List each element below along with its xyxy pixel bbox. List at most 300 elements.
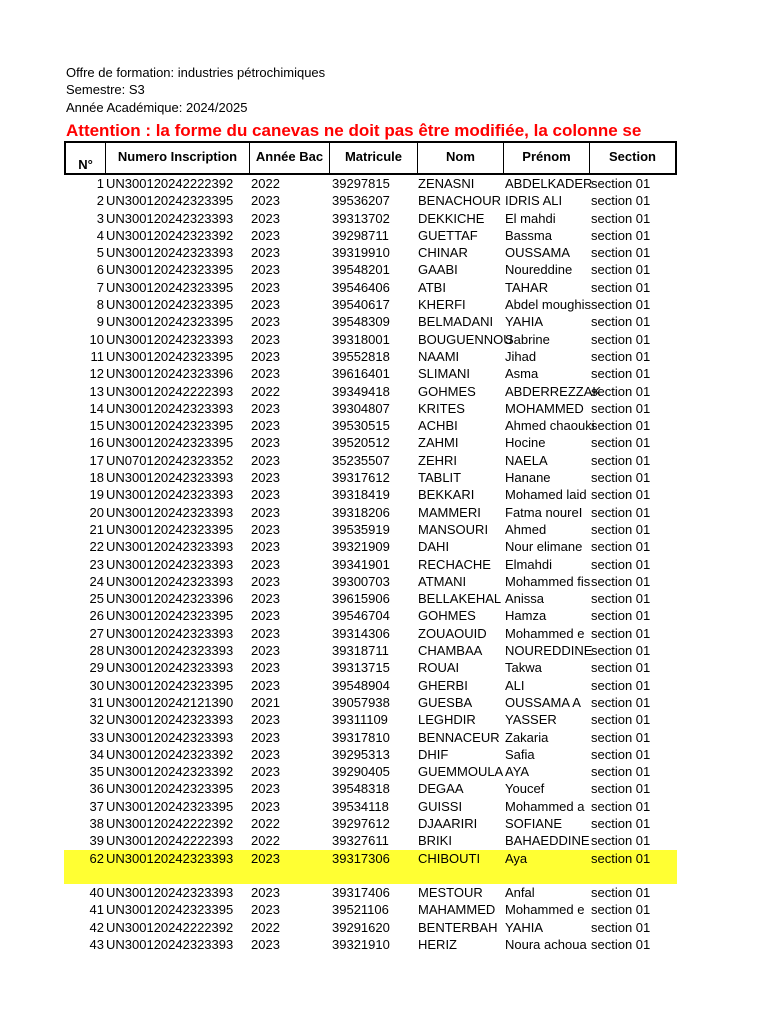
cell-row-number: 32 [89,712,104,728]
cell-prenom: Hocine [505,435,546,451]
cell-matricule: 39327611 [332,833,389,849]
cell-matricule: 39295313 [332,746,390,762]
cell-matricule: 39548309 [332,314,390,330]
cell-prenom: Asma [505,366,539,382]
cell-nom: NAAMI [418,348,460,364]
column-header-annee-bac: Année Bac [250,143,330,173]
cell-row-number: 26 [89,608,104,624]
cell-inscription-number: UN300120242323395 [106,608,234,624]
cell-section: section 01 [591,902,651,918]
cell-nom: DHIF [418,746,449,762]
table-row [0,780,768,797]
cell-section: section 01 [591,798,651,814]
cell-nom: GUETTAF [418,227,478,243]
cell-annee-bac: 2023 [251,470,280,486]
cell-section: section 01 [591,279,651,295]
cell-inscription-number: UN300120242323393 [106,712,234,728]
table-row [0,504,768,521]
table-row [0,210,768,227]
cell-inscription-number: UN300120242323393 [106,470,234,486]
cell-row-number: 22 [89,539,104,555]
cell-inscription-number: UN300120242323395 [106,262,234,278]
cell-prenom: Abdel moughis [505,297,591,313]
cell-annee-bac: 2022 [251,383,280,399]
cell-nom: ROUAI [418,660,460,676]
cell-nom: LEGHDIR [418,712,476,728]
cell-row-number: 2 [96,193,104,209]
cell-prenom: OUSSAMA [505,245,571,261]
cell-inscription-number: UN300120242323393 [106,643,234,659]
cell-nom: ATBI [418,279,446,295]
cell-nom: KHERFI [418,297,466,313]
cell-matricule: 39536207 [332,193,390,209]
cell-inscription-number: UN300120242323396 [106,366,234,382]
cell-section: section 01 [591,193,651,209]
cell-prenom: Anfal [505,885,535,901]
cell-row-number: 20 [89,504,104,520]
cell-inscription-number: UN300120242222392 [106,919,234,935]
cell-nom: GHERBI [418,677,468,693]
cell-matricule: 39317306 [332,850,390,866]
cell-row-number: 14 [89,400,104,416]
cell-nom: GUESBA [418,694,473,710]
cell-prenom: Elmahdi [505,556,552,572]
cell-section: section 01 [591,764,651,780]
cell-prenom: Fatma noureI [505,504,583,520]
cell-nom: BENTERBAH [418,919,498,935]
cell-annee-bac: 2021 [251,694,280,710]
table-row [0,417,768,434]
table-row [0,919,768,936]
cell-prenom: Mohamed laid [505,487,587,503]
student-table-body [0,175,768,953]
cell-prenom: Safia [505,746,535,762]
cell-row-number: 9 [96,314,104,330]
table-row [0,538,768,555]
cell-section: section 01 [591,919,651,935]
cell-section: section 01 [591,521,651,537]
cell-prenom: YAHIA [505,919,544,935]
cell-section: section 01 [591,885,651,901]
table-row [0,746,768,763]
cell-inscription-number: UN300120242323395 [106,435,234,451]
cell-matricule: 39314306 [332,625,390,641]
cell-section: section 01 [591,660,651,676]
cell-row-number: 3 [96,210,104,226]
table-header [64,141,677,175]
cell-section: section 01 [591,591,651,607]
cell-inscription-number: UN300120242323393 [106,245,234,261]
cell-prenom: YAHIA [505,314,544,330]
cell-section: section 01 [591,383,651,399]
cell-row-number: 42 [89,919,104,935]
cell-annee-bac: 2023 [251,193,280,209]
cell-prenom: TAHAR [505,279,549,295]
cell-row-number: 62 [89,850,104,866]
cell-row-number: 43 [89,937,104,953]
cell-row-number: 19 [89,487,104,503]
cell-nom: DEGAA [418,781,464,797]
table-row [0,175,768,192]
cell-annee-bac: 2023 [251,850,280,866]
cell-row-number: 12 [89,366,104,382]
table-row [0,832,768,849]
cell-section: section 01 [591,262,651,278]
formation-line: Offre de formation: industries pétrochimiques [66,65,326,80]
cell-inscription-number: UN300120242323393 [106,539,234,555]
cell-prenom: AYA [505,764,530,780]
cell-matricule: 39304807 [332,400,390,416]
cell-inscription-number: UN300120242323392 [106,227,234,243]
cell-section: section 01 [591,470,651,486]
cell-prenom: Takwa [505,660,542,676]
cell-nom: CHIBOUTI [418,850,481,866]
cell-nom: ZOUAOUID [418,625,487,641]
cell-prenom: ALI [505,677,525,693]
table-row [0,486,768,503]
cell-prenom: Aya [505,850,528,866]
table-row [0,711,768,728]
cell-annee-bac: 2023 [251,746,280,762]
cell-nom: GOHMES [418,608,476,624]
cell-matricule: 39321909 [332,539,390,555]
cell-section: section 01 [591,573,651,589]
cell-prenom: Jihad [505,348,537,364]
cell-matricule: 39548318 [332,781,390,797]
cell-section: section 01 [591,937,651,953]
cell-matricule: 39297612 [332,815,390,831]
table-row [0,313,768,330]
cell-annee-bac: 2023 [251,712,280,728]
cell-section: section 01 [591,297,651,313]
semester-line: Semestre: S3 [66,82,145,97]
cell-matricule: 39297815 [332,176,390,191]
cell-matricule: 39552818 [332,348,390,364]
cell-nom: BENNACEUR [418,729,500,745]
cell-inscription-number: UN300120242323395 [106,677,234,693]
cell-inscription-number: UN070120242323352 [106,452,234,468]
cell-matricule: 39318711 [332,643,389,659]
cell-row-number: 15 [89,418,104,434]
table-row [0,227,768,244]
table-row [0,348,768,365]
cell-matricule: 39534118 [332,798,389,814]
cell-prenom: IDRIS ALI [505,193,563,209]
table-row [0,556,768,573]
cell-row-number: 38 [89,815,104,831]
cell-matricule: 39535919 [332,521,390,537]
cell-matricule: 39313715 [332,660,390,676]
table-row [0,434,768,451]
cell-annee-bac: 2023 [251,366,280,382]
cell-matricule: 39341901 [332,556,390,572]
cell-annee-bac: 2023 [251,279,280,295]
cell-row-number: 1 [96,176,104,191]
cell-inscription-number: UN300120242323393 [106,729,234,745]
cell-annee-bac: 2022 [251,815,280,831]
cell-row-number: 30 [89,677,104,693]
table-row [0,279,768,296]
cell-nom: ZENASNI [418,176,475,191]
cell-annee-bac: 2022 [251,919,280,935]
cell-annee-bac: 2023 [251,902,280,918]
cell-row-number: 23 [89,556,104,572]
cell-annee-bac: 2023 [251,262,280,278]
column-header-inscription: Numero Inscription [106,143,250,173]
cell-matricule: 39290405 [332,764,390,780]
cell-inscription-number: UN300120242323393 [106,487,234,503]
cell-inscription-number: UN300120242222393 [106,383,234,399]
cell-matricule: 39615906 [332,591,390,607]
cell-matricule: 39317810 [332,729,390,745]
cell-section: section 01 [591,210,651,226]
cell-prenom: SOFIANE [505,815,563,831]
cell-row-number: 29 [89,660,104,676]
table-row [0,331,768,348]
cell-annee-bac: 2023 [251,521,280,537]
cell-nom: MESTOUR [418,885,483,901]
cell-annee-bac: 2023 [251,556,280,572]
cell-nom: GUEMMOULA [418,764,504,780]
cell-section: section 01 [591,400,651,416]
cell-inscription-number: UN300120242323395 [106,279,234,295]
cell-section: section 01 [591,539,651,555]
table-row [0,244,768,261]
table-row [0,607,768,624]
cell-row-number: 28 [89,643,104,659]
cell-section: section 01 [591,677,651,693]
cell-matricule: 39298711 [332,227,389,243]
cell-matricule: 39057938 [332,694,390,710]
cell-annee-bac: 2023 [251,677,280,693]
cell-section: section 01 [591,694,651,710]
cell-annee-bac: 2023 [251,245,280,261]
cell-nom: MAHAMMED [418,902,496,918]
cell-section: section 01 [591,850,651,866]
cell-row-number: 35 [89,764,104,780]
cell-annee-bac: 2023 [251,660,280,676]
cell-nom: MAMMERI [418,504,481,520]
cell-prenom: Hamza [505,608,547,624]
cell-matricule: 39321910 [332,937,390,953]
cell-section: section 01 [591,366,651,382]
cell-row-number: 27 [89,625,104,641]
cell-inscription-number: UN300120242323395 [106,521,234,537]
cell-matricule: 39313702 [332,210,390,226]
cell-row-number: 21 [89,521,104,537]
cell-matricule: 39546704 [332,608,390,624]
cell-prenom: Nour elimane [505,539,583,555]
cell-prenom: Hanane [505,470,551,486]
table-row [0,815,768,832]
cell-inscription-number: UN300120242222392 [106,176,234,191]
cell-inscription-number: UN300120242323396 [106,591,234,607]
cell-prenom: Bassma [505,227,552,243]
cell-section: section 01 [591,643,651,659]
cell-section: section 01 [591,712,651,728]
cell-inscription-number: UN300120242222392 [106,815,234,831]
cell-inscription-number: UN300120242323393 [106,331,234,347]
table-row [0,383,768,400]
cell-row-number: 34 [89,746,104,762]
cell-annee-bac: 2022 [251,176,280,191]
cell-annee-bac: 2023 [251,348,280,364]
cell-prenom: Ahmed chaouki [505,418,595,434]
cell-annee-bac: 2023 [251,400,280,416]
table-row [0,677,768,694]
table-row [0,659,768,676]
cell-inscription-number: UN300120242323393 [106,625,234,641]
cell-inscription-number: UN300120242323395 [106,902,234,918]
cell-row-number: 24 [89,573,104,589]
cell-matricule: 39616401 [332,366,390,382]
cell-section: section 01 [591,729,651,745]
cell-row-number: 5 [96,245,104,261]
cell-nom: DEKKICHE [418,210,485,226]
cell-nom: SLIMANI [418,366,471,382]
cell-inscription-number: UN300120242121390 [106,694,234,710]
cell-inscription-number: UN300120242323393 [106,556,234,572]
cell-matricule: 39520512 [332,435,390,451]
cell-annee-bac: 2023 [251,798,280,814]
cell-matricule: 39317406 [332,885,390,901]
cell-inscription-number: UN300120242323393 [106,210,234,226]
cell-row-number: 10 [89,331,104,347]
table-row [0,729,768,746]
cell-prenom: NOUREDDINE [505,643,593,659]
cell-annee-bac: 2023 [251,573,280,589]
table-row-highlighted [0,850,768,885]
cell-nom: GUISSI [418,798,463,814]
cell-nom: DJAARIRI [418,815,478,831]
table-row [0,296,768,313]
cell-section: section 01 [591,556,651,572]
column-header-nom: Nom [418,143,504,173]
cell-nom: GAABI [418,262,458,278]
cell-matricule: 39318206 [332,504,390,520]
cell-nom: DAHI [418,539,450,555]
table-row [0,694,768,711]
cell-row-number: 8 [96,297,104,313]
cell-nom: CHINAR [418,245,468,261]
cell-annee-bac: 2023 [251,764,280,780]
cell-row-number: 36 [89,781,104,797]
cell-matricule: 39319910 [332,245,390,261]
cell-annee-bac: 2023 [251,539,280,555]
cell-nom: BELLAKEHAL [418,591,502,607]
cell-annee-bac: 2023 [251,729,280,745]
cell-section: section 01 [591,625,651,641]
table-row [0,642,768,659]
cell-section: section 01 [591,815,651,831]
table-row [0,365,768,382]
table-row [0,469,768,486]
cell-matricule: 39318419 [332,487,390,503]
cell-row-number: 31 [89,694,104,710]
cell-row-number: 11 [90,348,104,364]
table-row [0,400,768,417]
cell-annee-bac: 2023 [251,227,280,243]
cell-annee-bac: 2023 [251,625,280,641]
cell-inscription-number: UN300120242323393 [106,937,234,953]
cell-prenom: BAHAEDDINE [505,833,590,849]
cell-matricule: 39530515 [332,418,390,434]
cell-section: section 01 [591,487,651,503]
cell-annee-bac: 2023 [251,591,280,607]
cell-section: section 01 [591,504,651,520]
cell-annee-bac: 2023 [251,504,280,520]
cell-inscription-number: UN300120242323395 [106,798,234,814]
table-row [0,625,768,642]
cell-matricule: 39317612 [332,470,390,486]
cell-matricule: 35235507 [332,452,390,468]
cell-annee-bac: 2023 [251,487,280,503]
cell-nom: ATMANI [418,573,467,589]
table-row [0,936,768,953]
cell-annee-bac: 2023 [251,937,280,953]
table-row [0,573,768,590]
cell-inscription-number: UN300120242323395 [106,418,234,434]
cell-prenom: Noureddine [505,262,573,278]
cell-section: section 01 [591,348,651,364]
table-row [0,261,768,278]
cell-annee-bac: 2023 [251,297,280,313]
cell-inscription-number: UN300120242323392 [106,764,234,780]
cell-matricule: 39540617 [332,297,390,313]
cell-section: section 01 [591,781,651,797]
cell-annee-bac: 2023 [251,435,280,451]
cell-nom: BENACHOUR [418,193,502,209]
cell-inscription-number: UN300120242323393 [106,850,234,866]
cell-prenom: OUSSAMA A [505,694,581,710]
table-row [0,884,768,901]
cell-matricule: 39546406 [332,279,390,295]
cell-matricule: 39349418 [332,383,390,399]
cell-prenom: Noura achoua [505,937,587,953]
cell-section: section 01 [591,418,651,434]
column-header-prenom: Prénom [504,143,590,173]
cell-matricule: 39318001 [332,331,390,347]
cell-matricule: 39521106 [332,902,389,918]
cell-section: section 01 [591,245,651,261]
column-header-no: N° [64,143,106,173]
cell-inscription-number: UN300120242323395 [106,781,234,797]
cell-annee-bac: 2022 [251,833,280,849]
cell-annee-bac: 2023 [251,331,280,347]
cell-section: section 01 [591,435,651,451]
table-row [0,521,768,538]
cell-annee-bac: 2023 [251,210,280,226]
cell-section: section 01 [591,314,651,330]
cell-row-number: 25 [89,591,104,607]
cell-nom: ZEHRI [418,452,457,468]
cell-prenom: Sabrine [505,331,550,347]
table-row [0,901,768,918]
cell-row-number: 41 [89,902,104,918]
cell-row-number: 16 [89,435,104,451]
cell-section: section 01 [591,452,651,468]
cell-inscription-number: UN300120242323395 [106,297,234,313]
cell-inscription-number: UN300120242323393 [106,573,234,589]
column-header-matricule: Matricule [330,143,418,173]
cell-nom: ACHBI [418,418,458,434]
cell-matricule: 39291620 [332,919,390,935]
table-row [0,763,768,780]
cell-prenom: ABDERREZZAK [505,383,602,399]
cell-inscription-number: UN300120242323393 [106,660,234,676]
cell-matricule: 39548201 [332,262,390,278]
table-row [0,590,768,607]
